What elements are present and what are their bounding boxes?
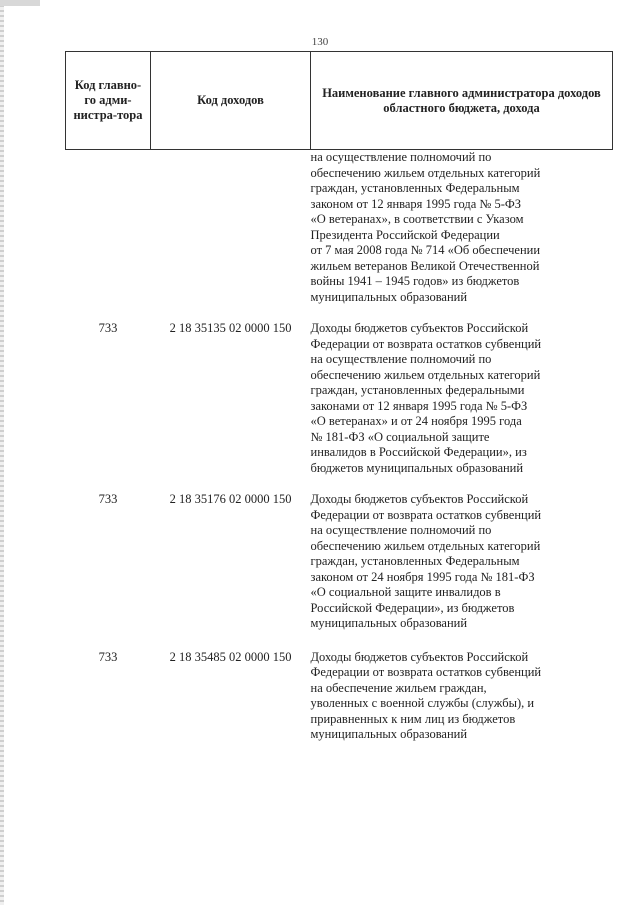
name-line: обеспечению жильем отдельных категорий [310,538,541,553]
name-line: на осуществление полномочий по [310,150,492,164]
name-line: законом от 12 января 1995 года № 5-ФЗ [310,196,522,211]
table-row [66,476,613,632]
name-line: Федерации от возврата остатков субвенций [310,507,542,522]
name-line: Доходы бюджетов субъектов Российской [310,492,529,506]
header-income-code [151,52,311,150]
name-line: граждан, установленных федеральными [310,383,525,397]
name-line: муниципальных образований [310,289,468,304]
table-row-continuation [66,150,613,306]
name-line: Доходы бюджетов субъектов Российской [310,321,529,335]
name-line: обеспечению жильем отдельных категорий [310,165,541,180]
name-line: Президента Российской Федерации [310,227,500,242]
name-line: обеспечению жильем отдельных категорий [310,367,541,382]
name-line: Федерации от возврата остатков субвенций [310,665,542,679]
name-line: войны 1941 – 1945 годов» из бюджетов [310,274,520,288]
header-income-code-text: Код доходов [197,93,264,107]
name-line: на обеспечение жильем граждан, [310,680,487,695]
scan-edge [0,0,4,905]
name-cell [311,632,613,743]
name-cell [311,305,613,476]
name-line: «О ветеранах», в соответствии с Указом [310,212,524,226]
name-line: муниципальных образований [310,616,468,630]
name-line: уволенных с военной службы (службы), и [310,696,535,710]
name-line: № 181-ФЗ «О социальной защите [310,429,490,444]
name-line: Федерации от возврата остатков субвенций [310,336,542,351]
page-number: 130 [311,36,329,48]
income-code: 2 18 35176 02 0000 150 [169,492,292,506]
name-line: законами от 12 января 1995 года № 5-ФЗ [310,398,528,413]
name-line: на осуществление полномочий по [310,352,492,366]
name-line: инвалидов в Российской Федерации», из [310,445,527,459]
income-code: 2 18 35135 02 0000 150 [169,321,292,335]
revenue-table [65,51,613,743]
scan-mark [0,0,40,6]
name-line: муниципальных образований [310,727,468,741]
table-row [66,305,613,476]
name-line: Доходы бюджетов субъектов Российской [310,649,529,664]
name-cell [311,476,613,632]
name-cell [311,150,613,306]
name-line: граждан, установленных Федеральным [310,181,520,195]
table-header-row [66,52,613,150]
header-name [311,52,613,150]
name-line: жильем ветеранов Великой Отечественной [310,258,540,273]
name-line: Российской Федерации», из бюджетов [310,600,515,615]
name-line: от 7 мая 2008 года № 714 «Об обеспечении [310,243,541,257]
header-name-text: Наименование главного администратора доходов областного бюджета, дохода [322,85,601,115]
name-line: «О ветеранах» и от 24 ноября 1995 года [310,414,522,428]
code-cell [151,150,311,306]
income-code: 2 18 35485 02 0000 150 [169,649,292,664]
name-line: «О социальной защите инвалидов в [310,585,501,599]
header-admin-code [66,52,151,150]
admin-code: 733 [98,321,118,335]
name-line: граждан, установленных Федеральным [310,554,520,568]
header-admin-code-text: Код главно-го адми-нистра-тора [73,78,143,122]
name-line: приравненных к ним лиц из бюджетов [310,711,516,726]
admin-code: 733 [98,649,118,664]
admin-code: 733 [98,492,118,506]
table-row [66,632,613,743]
name-line: на осуществление полномочий по [310,523,492,537]
admin-cell [66,150,151,306]
name-line: законом от 24 ноября 1995 года № 181-ФЗ [310,569,535,584]
name-line: бюджетов муниципальных образований [310,460,524,475]
